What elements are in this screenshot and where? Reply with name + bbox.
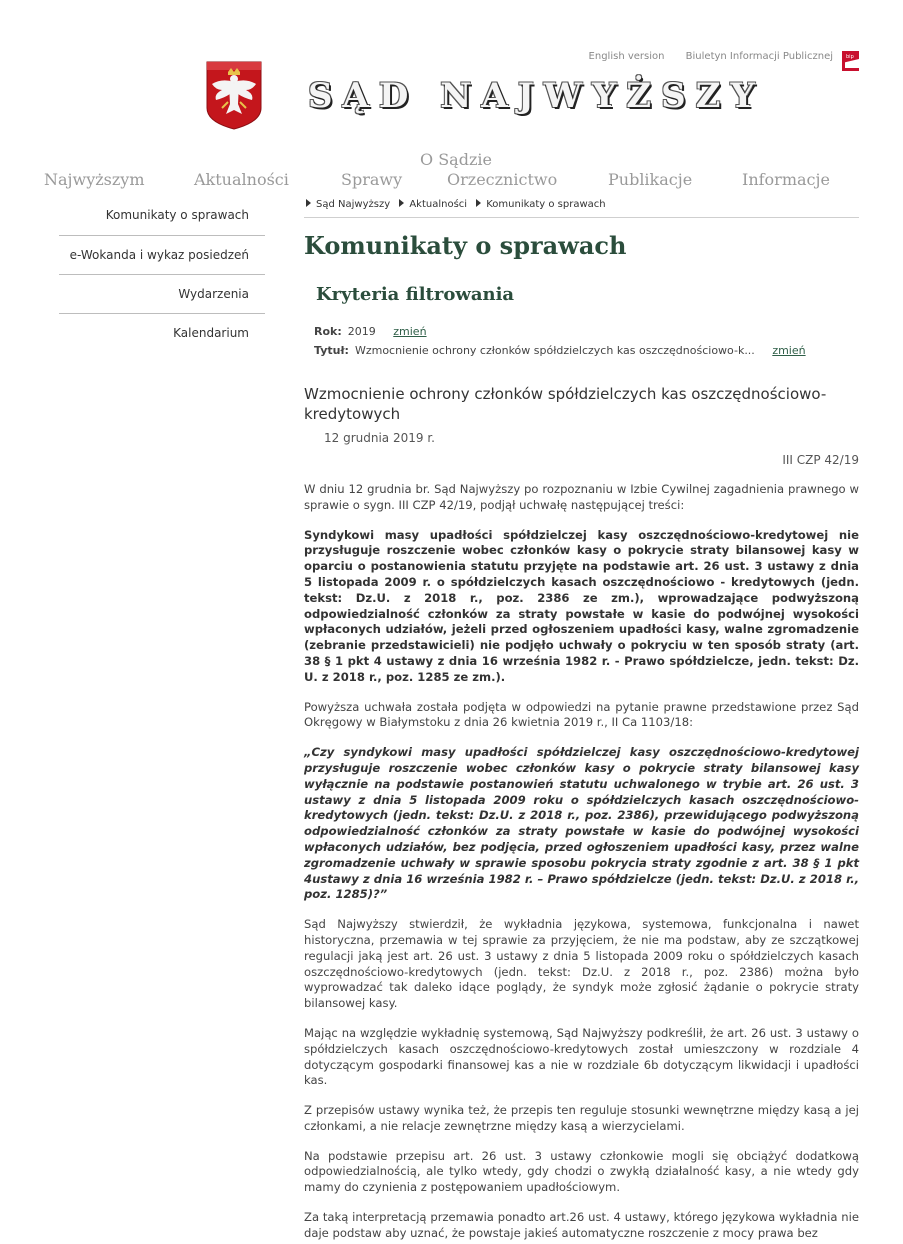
filter-criteria [304, 322, 859, 360]
main-nav [0, 150, 903, 195]
sidebar [59, 200, 265, 352]
nav-item-sprawy[interactable]: Sprawy [341, 170, 403, 189]
change-tytul-link[interactable]: zmień [772, 344, 806, 357]
sidebar-item-komunikaty[interactable]: Komunikaty o sprawach [59, 200, 265, 236]
change-rok-link[interactable]: zmień [393, 325, 427, 338]
nav-item-aktualnosci[interactable]: Aktualności [194, 170, 289, 189]
breadcrumb-arrow-icon [476, 199, 481, 207]
svg-text:bip: bip [846, 54, 854, 60]
site-title[interactable]: SĄD NAJWYŻSZY [308, 76, 765, 116]
sidebar-item-kalendarium[interactable]: Kalendarium [173, 326, 249, 340]
article-title[interactable]: Wzmocnienie ochrony członków spółdzielczych kas oszczędnościowo-kredytowych [304, 385, 827, 423]
article-paragraph: Za taką interpretacją przemawia ponadto art.26 ust. 4 ustawy, którego językowa wykładnia nie daje podstaw aby uznać, że powstaje jakieś automatyczne roszczenie z mocy prawa bez [304, 1210, 859, 1240]
article-paragraph: Na podstawie przepisu art. 26 ust. 3 ustawy członkowie mogli się obciążyć dodatkową odpowiedzialnością, ale tylko wtedy, gdy chodzi o zwykłą działalność kasy, a nie wtedy gdy mamy do czynienia z postępowaniem upadłościowym. [304, 1148, 859, 1195]
filter-label-rok: Rok: [314, 325, 342, 338]
article-paragraph: Powyższa uchwała została podjęta w odpowiedzi na pytanie prawne przedstawione przez Sąd Okręgowy w Białymstoku z dnia 26 kwietnia 2019 r., II Ca 1103/18: [304, 699, 859, 730]
resolution-text: Syndykowi masy upadłości spółdzielczej kasy oszczędnościowo-kredytowej nie przysługuje roszczenie wobec członków kasy o pokrycie straty bilansowej kasy w oparciu o postanowienia statutu przyjęte na podstawie art. 26 ust. 3 ustawy z dnia 5 listopada 2009 r. o spółdzielczych kasach oszczędnościowo - kredytowych (jedn. tekst: Dz.U. z 2018 r., poz. 2386 ze zm.), wprowadzające podwyższoną odpowiedzialność członków za straty powstałe w kasie do podwójnej wysokości wpłaconych udziałów, jeżeli przed ogłoszeniem upadłości kasy, walne zgromadzenie (zebranie przedstawicieli) nie podjęło uchwały o pokryciu w ten sposób straty (art. 38 § 1 pkt 4 ustawy z dnia 16 września 1982 r. - Prawo spółdzielcze, jedn. tekst: Dz. U. z 2018 r., poz. 1285 ze zm.). [304, 527, 859, 684]
main-content [304, 196, 859, 1242]
sidebar-item-e-wokanda[interactable]: e-Wokanda i wykaz posiedzeń [59, 236, 265, 275]
filter-label-tytul: Tytuł: [314, 344, 349, 357]
page-title: Komunikaty o sprawach [304, 231, 627, 260]
nav-item-najwyzszym[interactable]: Najwyższym [44, 170, 145, 189]
article-paragraph: Sąd Najwyższy stwierdził, że wykładnia językowa, systemowa, funkcjonalna i nawet historyczna, przemawia w tej sprawie za przyjęciem, że nie ma podstaw, aby ze szczątkowej regulacji jaką jest art. 26 ust. 3 ustawy z dnia 5 listopada 2009 roku o spółdzielczych kasach oszczędnościowo-kredytowych (jedn. tekst: Dz.U. z 2018 r., poz. 2386) można było wyprowadzać tak daleko idące poglądy, że syndyk może zgłosić żądanie o pokrycie straty bilansowej kasy. [304, 917, 859, 1011]
breadcrumb-arrow-icon [399, 199, 404, 207]
filter-row-tytul [314, 341, 859, 360]
filter-row-rok [314, 322, 859, 341]
article-paragraph: W dniu 12 grudnia br. Sąd Najwyższy po rozpoznaniu w Izbie Cywilnej zagadnienia prawnego w sprawie o sygn. III CZP 42/19, podjął uchwałę następującej treści: [304, 482, 859, 512]
breadcrumb-link-home[interactable]: Sąd Najwyższy [316, 199, 391, 210]
nav-item-informacje[interactable]: Informacje [742, 170, 830, 189]
case-signature: III CZP 42/19 [782, 453, 859, 467]
nav-item-publikacje[interactable]: Publikacje [608, 170, 693, 189]
article-date: 12 grudnia 2019 r. [324, 431, 435, 445]
eagle-emblem-icon[interactable] [204, 60, 264, 130]
breadcrumb-link-aktualnosci[interactable]: Aktualności [409, 199, 468, 210]
breadcrumb-arrow-icon [306, 199, 311, 207]
article-paragraph: Mając na względzie wykładnię systemową, Sąd Najwyższy podkreślił, że art. 26 ust. 3 ustawy o spółdzielczych kasach oszczędnościowo-kredytowych został umieszczony w rozdziale 4 dotyczącym gospodarki finansowej kas a nie w rozdziale 6b dotyczącym likwidacji i upadłości kas. [304, 1025, 859, 1088]
bip-link[interactable]: Biuletyn Informacji Publicznej [685, 51, 833, 62]
article-paragraph: Z przepisów ustawy wynika też, że przepis ten reguluje stosunki wewnętrzne między kasą a jej członkami, a nie relacje zewnętrzne między kasą a wierzycielami. [304, 1103, 859, 1133]
legal-question-quote: „Czy syndykowi masy upadłości spółdzielczej kasy oszczędnościowo-kredytowej przysługuje roszczenie wobec członków kasy o pokrycie straty bilansowej kasy wyłącznie na podstawie postanowień statutu uchwalonego w trybie art. 26 ust. 3 ustawy z dnia 5 listopada 2009 roku o spółdzielczych kasach oszczędnościowo-kredytowych (jedn. tekst: Dz.U. z 2018 r., poz. 2386), przewidującego podwyższoną odpowiedzialność członków za straty powstałe w kasie do podwójnej wysokości wpłaconych udziałów, bez podjęcia, przed ogłoszeniem upadłości kasy, przez walne zgromadzenie uchwały w sprawie sposobu pokrycia straty zgodnie z art. 38 § 1 pkt 4ustawy z dnia 16 września 1982 r. – Prawo spółdzielcze (jedn. tekst: Dz.U. z 2018 r., poz. 1285)?” [304, 745, 859, 902]
filter-value-tytul: Wzmocnienie ochrony członków spółdzielczych kas oszczędnościowo-k... [354, 344, 755, 357]
filter-value-rok: 2019 [347, 325, 376, 338]
top-links [571, 51, 833, 62]
filter-title: Kryteria filtrowania [316, 284, 515, 305]
breadcrumb [304, 196, 859, 218]
nav-item-o-sadzie-orzecznictwo[interactable]: O Sądzie Orzecznictwo [420, 150, 558, 189]
english-version-link[interactable]: English version [588, 51, 665, 62]
sidebar-item-wydarzenia[interactable]: Wydarzenia [59, 275, 265, 314]
breadcrumb-current: Komunikaty o sprawach [486, 199, 606, 210]
bip-icon[interactable] [842, 51, 859, 71]
